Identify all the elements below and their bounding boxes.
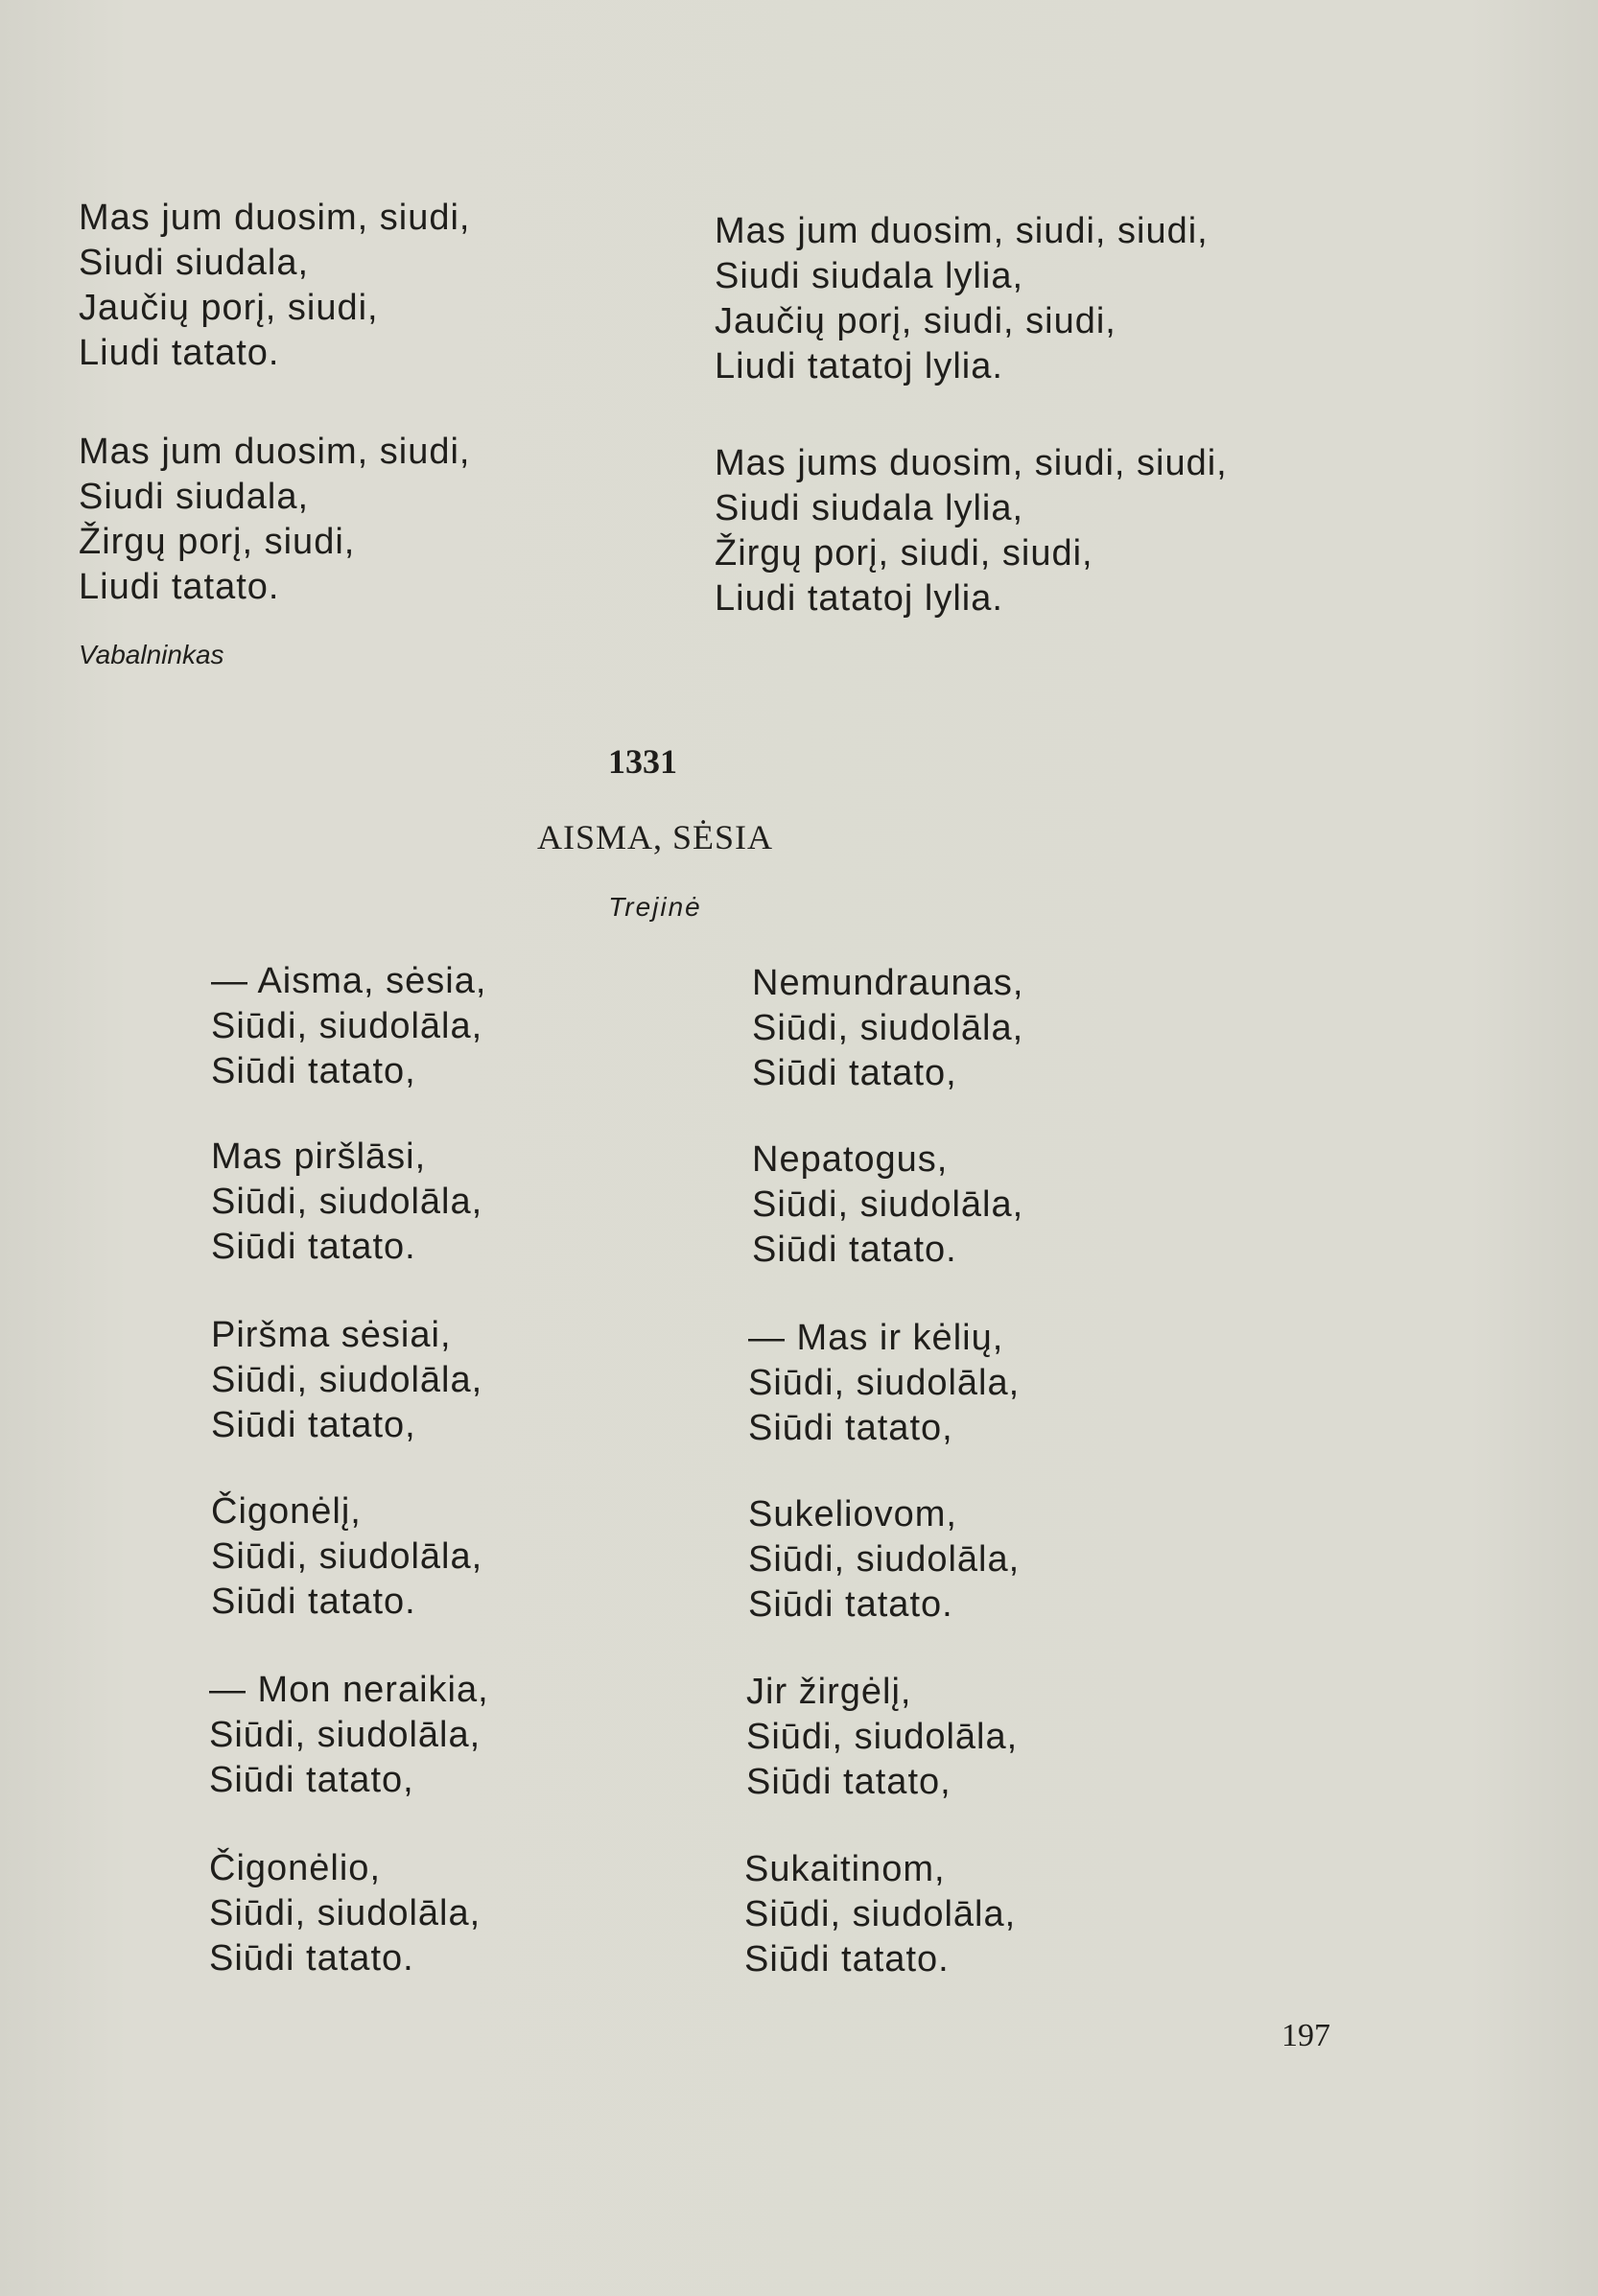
verse-line: Siudi siudala, — [79, 477, 310, 517]
place-name: Vabalninkas — [79, 640, 224, 669]
verse-line: Nepatogus, — [752, 1139, 949, 1180]
verse-line: — Aisma, sėsia, — [211, 961, 487, 1001]
verse-line: Jir žirgėlį, — [746, 1672, 912, 1712]
verse-line: Siūdi tatato. — [752, 1230, 957, 1270]
verse-line: Siūdi, siudolāla, — [752, 1008, 1024, 1048]
song-title: AISMA, SĖSIA — [536, 818, 774, 856]
verse-line: Mas jum duosim, siudi, siudi, — [715, 211, 1209, 251]
verse-line: Siūdi tatato, — [752, 1053, 957, 1093]
verse-line: Mas jums duosim, siudi, siudi, — [715, 443, 1228, 483]
stanza — [211, 1135, 482, 1270]
verse-line: Siūdi tatato. — [209, 1938, 414, 1979]
verse-line: Siudi siudala, — [79, 243, 310, 283]
page-number: 197 — [1281, 2018, 1330, 2053]
verse-line: Siūdi, siudolāla, — [746, 1717, 1019, 1757]
verse-line: Siūdi tatato, — [746, 1762, 952, 1802]
song-subtitle: Trejinė — [608, 892, 702, 922]
stanza — [748, 1492, 1020, 1628]
verse-line: Siūdi tatato. — [744, 1939, 950, 1980]
stanza — [744, 1847, 1016, 1982]
verse-line: Siūdi, siudolāla, — [211, 1360, 483, 1400]
verse-line: Siūdi, siudolāla, — [211, 1182, 483, 1222]
verse-line: Žirgų porį, siudi, siudi, — [715, 533, 1093, 574]
stanza — [79, 430, 470, 610]
verse-line: Sukaitinom, — [744, 1849, 946, 1889]
verse-line: Siūdi, siudolāla, — [748, 1539, 1021, 1580]
verse-line: Mas jum duosim, siudi, — [79, 198, 471, 238]
stanza — [746, 1670, 1018, 1805]
verse-line: Čigonėlio, — [209, 1848, 381, 1888]
verse-line: Liudi tatato. — [79, 567, 280, 607]
stanza — [748, 1316, 1020, 1451]
verse-line: Siūdi tatato, — [211, 1405, 416, 1445]
verse-line: Siūdi, siudolāla, — [748, 1363, 1021, 1403]
verse-line: Jaučių porį, siudi, siudi, — [715, 301, 1116, 341]
verse-line: Siūdi, siudolāla, — [211, 1536, 483, 1577]
verse-line: Siūdi, siudolāla, — [744, 1894, 1017, 1934]
verse-line: Liudi tatatoj lylia. — [715, 578, 1003, 619]
verse-line: Siūdi tatato, — [209, 1760, 414, 1800]
stanza — [79, 196, 470, 376]
verse-line: Siudi siudala lylia, — [715, 256, 1024, 296]
verse-line: Siūdi tatato, — [211, 1051, 416, 1091]
verse-line: Žirgų porį, siudi, — [79, 522, 356, 562]
verse-line: Sukeliovom, — [748, 1494, 957, 1535]
song-number: 1331 — [608, 742, 677, 781]
stanza — [209, 1846, 481, 1981]
verse-line: — Mon neraikia, — [209, 1670, 489, 1710]
verse-line: Siūdi tatato. — [211, 1227, 416, 1267]
verse-line: — Mas ir kėlių, — [748, 1318, 1004, 1358]
verse-line: Siūdi, siudolāla, — [752, 1184, 1024, 1225]
stanza — [752, 1137, 1023, 1273]
stanza — [715, 209, 1209, 389]
verse-line: Nemundraunas, — [752, 963, 1024, 1003]
verse-line: Siūdi, siudolāla, — [211, 1006, 483, 1046]
stanza — [211, 959, 486, 1094]
verse-line: Mas piršlāsi, — [211, 1136, 427, 1177]
verse-line: Čigonėlį, — [211, 1491, 362, 1532]
stanza — [211, 1313, 482, 1448]
stanza — [209, 1668, 489, 1803]
verse-line: Siūdi, siudolāla, — [209, 1893, 482, 1933]
verse-line: Jaučių porį, siudi, — [79, 288, 379, 328]
verse-line: Siūdi tatato. — [748, 1584, 953, 1625]
stanza — [752, 961, 1023, 1096]
stanza — [715, 441, 1228, 621]
verse-line: Piršma sėsiai, — [211, 1315, 452, 1355]
stanza — [211, 1489, 482, 1625]
verse-line: Siūdi, siudolāla, — [209, 1715, 482, 1755]
verse-line: Siūdi tatato, — [748, 1408, 953, 1448]
verse-line: Siūdi tatato. — [211, 1581, 416, 1622]
verse-line: Mas jum duosim, siudi, — [79, 432, 471, 472]
verse-line: Liudi tatato. — [79, 333, 280, 373]
verse-line: Liudi tatatoj lylia. — [715, 346, 1003, 387]
verse-line: Siudi siudala lylia, — [715, 488, 1024, 528]
